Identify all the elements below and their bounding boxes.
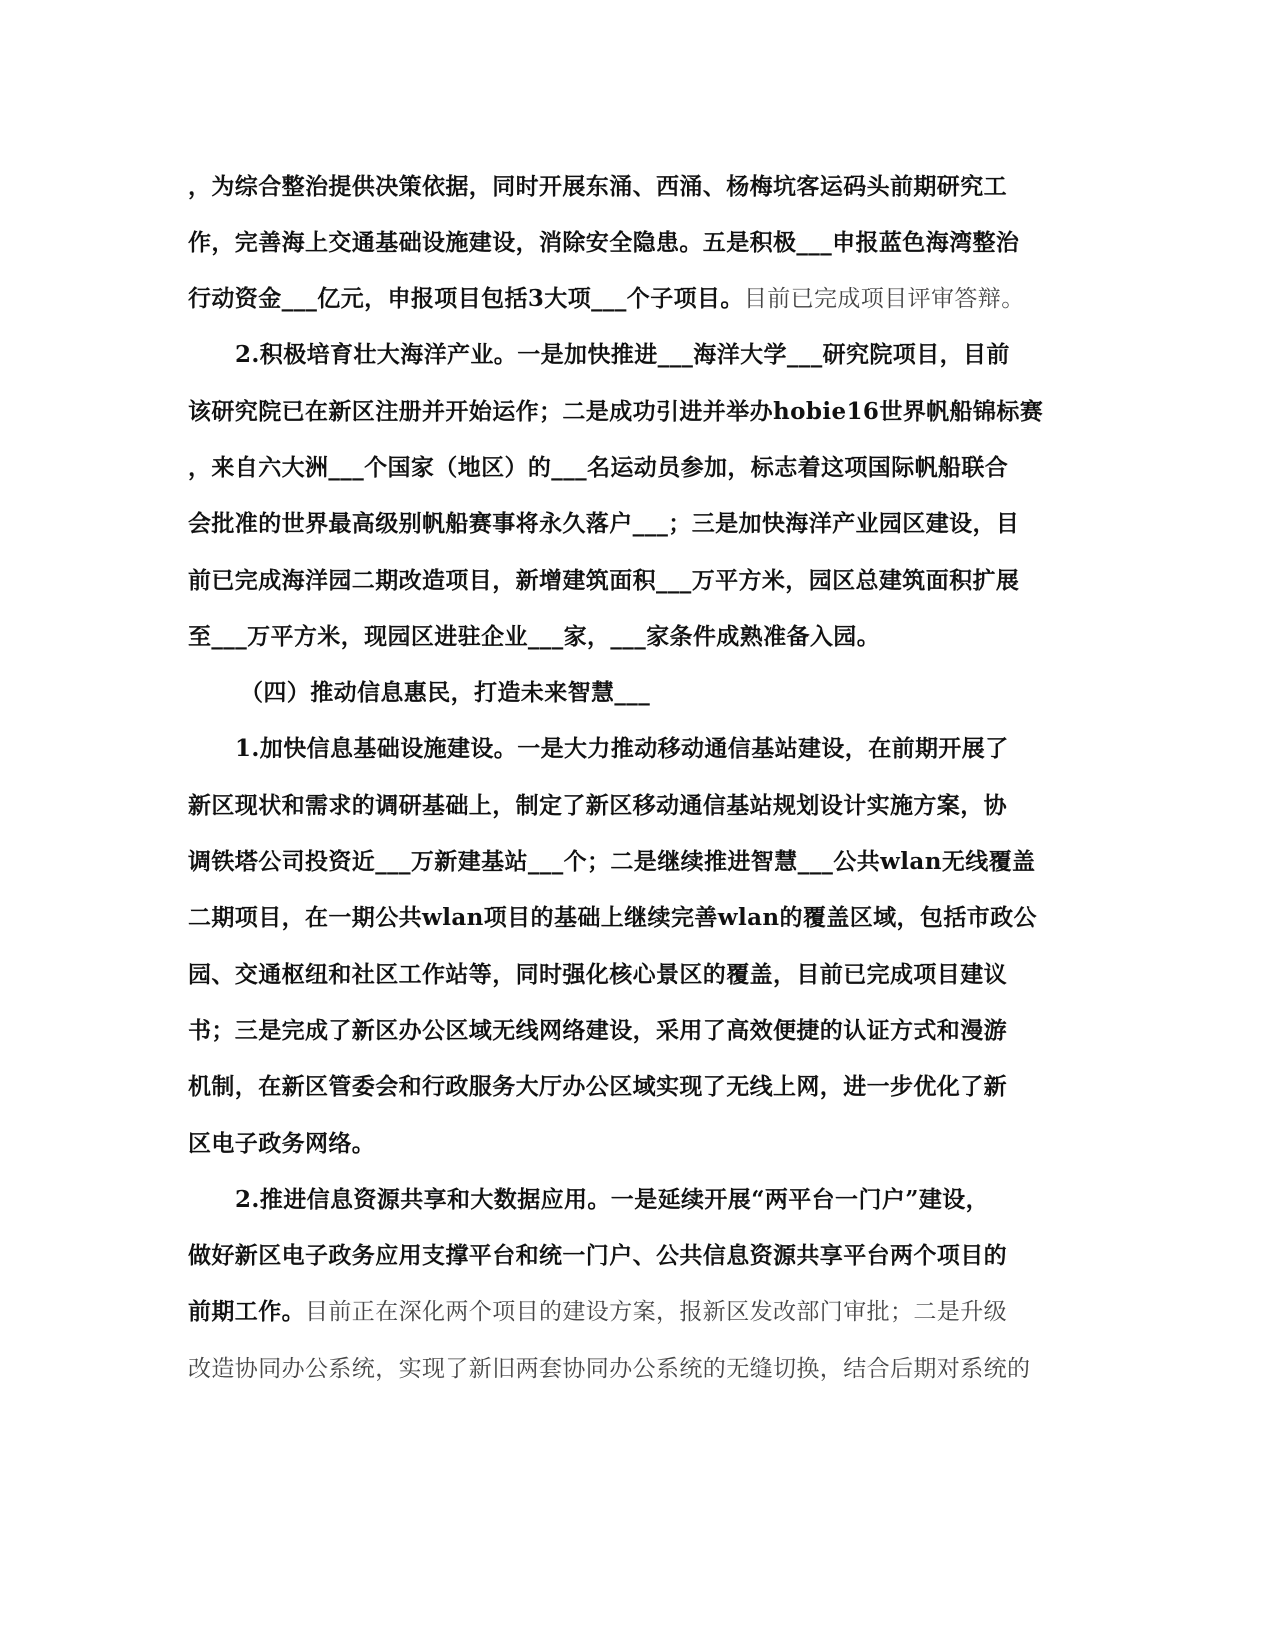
text-line: 园、交通枢纽和社区工作站等，同时强化核心景区的覆盖，目前已完成项目建议 (188, 961, 1007, 988)
text-line: 前已完成海洋园二期改造项目，新增建筑面积___万平方米，园区总建筑面积扩展 (188, 567, 1020, 594)
text-line: 机制，在新区管委会和行政服务大厅办公区域实现了无线上网，进一步优化了新 (188, 1073, 1007, 1100)
text-line: 作，完善海上交通基础设施建设，消除安全隐患。五是积极___申报蓝色海湾整治 (188, 229, 1020, 256)
text-line: 二期项目，在一期公共wlan项目的基础上继续完善wlan的覆盖区域，包括市政公 (188, 904, 1037, 931)
text-line (188, 284, 1025, 314)
text-segment-bold: 行动资金___亿元，申报项目包括3大项___个子项目。 (188, 285, 744, 312)
text-line: 调铁塔公司投资近___万新建基站___个；二是继续推进智慧___公共wlan无线覆盖 (188, 848, 1036, 875)
text-line: 改造协同办公系统，实现了新旧两套协同办公系统的无缝切换，结合后期对系统的 (188, 1356, 1031, 1382)
text-line: 至___万平方米，现园区进驻企业___家，___家条件成熟准备入园。 (188, 623, 881, 650)
paragraph-start-line: 1.加快信息基础设施建设。一是大力推动移动通信基站建设，在前期开展了 (235, 735, 1009, 762)
text-line: ，为综合整治提供决策依据，同时开展东涌、西涌、杨梅坑客运码头前期研究工 (188, 173, 1007, 200)
text-line: 该研究院已在新区注册并开始运作；二是成功引进并举办hobie16世界帆船锦标赛 (188, 398, 1044, 425)
text-segment-light: 目前已完成项目评审答辩。 (743, 286, 1025, 312)
text-segment-bold: 前期工作。 (188, 1298, 305, 1325)
section-heading: （四）推动信息惠民，打造未来智慧___ (240, 679, 651, 706)
text-line: 区电子政务网络。 (188, 1130, 376, 1157)
text-line: 书；三是完成了新区办公区域无线网络建设，采用了高效便捷的认证方式和漫游 (188, 1017, 1007, 1044)
paragraph-start-line: 2.推进信息资源共享和大数据应用。一是延续开展“两平台一门户”建设， (235, 1186, 990, 1213)
text-line (188, 1297, 1007, 1327)
text-line: 做好新区电子政务应用支撑平台和统一门户、公共信息资源共享平台两个项目的 (188, 1242, 1007, 1269)
text-line: 会批准的世界最高级别帆船赛事将永久落户___；三是加快海洋产业园区建设，目 (188, 510, 1020, 537)
paragraph-start-line: 2.积极培育壮大海洋产业。一是加快推进___海洋大学___研究院项目，目前 (235, 341, 1010, 368)
text-line: ，来自六大洲___个国家（地区）的___名运动员参加，标志着这项国际帆船联合 (188, 454, 1009, 481)
text-segment-light: 目前正在深化两个项目的建设方案，报新区发改部门审批；二是升级 (305, 1299, 1007, 1325)
text-line: 新区现状和需求的调研基础上，制定了新区移动通信基站规划设计实施方案，协 (188, 792, 1007, 819)
